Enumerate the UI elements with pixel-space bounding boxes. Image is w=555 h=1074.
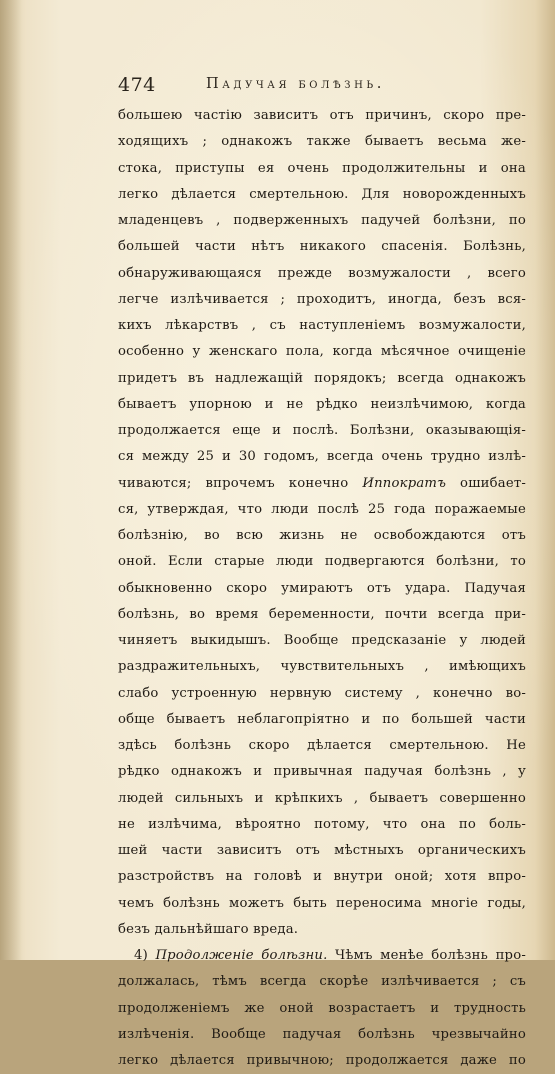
text-line: ся между 25 и 30 годомъ, всегда очень трудно излѣ- bbox=[118, 449, 526, 465]
text-run: Чѣмъ менѣе болѣзнь про- bbox=[327, 948, 526, 963]
page-number: 474 bbox=[118, 74, 156, 96]
text-line: легко дѣлается смертельною. Для новорожденныхъ bbox=[118, 186, 526, 202]
section-heading-line bbox=[118, 943, 526, 969]
paragraph-end-line: безъ дальнѣйшаго вреда. bbox=[118, 921, 299, 937]
text-line: легче излѣчивается ; проходитъ, иногда, безъ вся- bbox=[118, 291, 526, 307]
italic-name-hippocrates: Иппократъ bbox=[362, 475, 447, 491]
text-line: легко дѣлается привычною; продолжается даже по bbox=[118, 1053, 526, 1068]
text-line: особенно у женскаго пола, когда мѣсячное очищеніе bbox=[118, 344, 526, 360]
text-line: должалась, тѣмъ всегда скорѣе излѣчивается ; съ bbox=[118, 974, 526, 990]
text-line: ходящихъ ; однакожъ также бываетъ весьма же- bbox=[118, 134, 526, 150]
text-line: оной. Если старые люди подвергаются болѣзни, то bbox=[118, 554, 526, 570]
text-line: младенцевъ , подверженныхъ падучей болѣзни, по bbox=[118, 213, 526, 228]
text-line: большею частію зависитъ отъ причинъ, скоро пре- bbox=[118, 108, 526, 123]
text-line: продолжается еще и послѣ. Болѣзни, оказывающія- bbox=[118, 423, 526, 438]
text-line: бываетъ упорною и не рѣдко неизлѣчимою, когда bbox=[118, 396, 526, 412]
text-line: не излѣчима, вѣроятно потому, что она по боль- bbox=[118, 816, 526, 832]
text-run: чиваются; впрочемъ конечно bbox=[118, 475, 363, 491]
text-line bbox=[118, 471, 526, 497]
text-line: продолженіемъ же оной возрастаетъ и трудность bbox=[118, 1000, 526, 1016]
section-number: 4) bbox=[134, 948, 156, 963]
text-line: обыкновенно скоро умираютъ отъ удара. Падучая bbox=[118, 580, 526, 596]
text-line: болѣзнію, во всю жизнь не освобождаются отъ bbox=[118, 528, 526, 543]
text-line: стока, приступы ея очень продолжительны и она bbox=[118, 160, 526, 176]
text-line: рѣдко однакожъ и привычная падучая болѣзнь , у bbox=[118, 764, 526, 780]
spine-shadow bbox=[0, 0, 22, 960]
text-line: здѣсь болѣзнь скоро дѣлается смертельною. Не bbox=[118, 738, 526, 753]
text-line: болѣзнь, во время беременности, почти всегда при- bbox=[118, 606, 526, 622]
text-line: чемъ болѣзнь можетъ быть переносима многіе годы, bbox=[118, 895, 526, 911]
text-line: кихъ лѣкарствъ , съ наступленіемъ возмужалости, bbox=[118, 318, 526, 333]
text-line: ся, утверждая, что люди послѣ 25 года поражаемые bbox=[118, 501, 526, 517]
section-title-italic: Продолженіе болѣзни. bbox=[155, 948, 328, 963]
text-line: излѣченія. Вообще падучая болѣзнь чрезвычайно bbox=[118, 1026, 526, 1042]
text-line: людей сильныхъ и крѣпкихъ , бываетъ совершенно bbox=[118, 790, 526, 806]
text-line: шей части зависитъ отъ мѣстныхъ органическихъ bbox=[118, 843, 526, 858]
text-line: слабо устроенную нервную систему , конечно во- bbox=[118, 685, 526, 701]
running-head bbox=[118, 74, 518, 98]
text-run: ошибает- bbox=[446, 475, 526, 491]
text-line: раздражительныхъ, чувствительныхъ , имѣющихъ bbox=[118, 659, 526, 675]
text-line: обще бываетъ неблагопріятно и по большей части bbox=[118, 711, 526, 727]
text-line: придетъ въ надлежащій порядокъ; всегда однакожъ bbox=[118, 370, 526, 386]
text-line: чиняетъ выкидышъ. Вообще предсказаніе у людей bbox=[118, 633, 526, 648]
running-title: Падучая болѣзнь. bbox=[206, 76, 385, 92]
text-line: разстройствъ на головѣ и внутри оной; хотя впро- bbox=[118, 869, 526, 885]
body-text bbox=[118, 103, 526, 1074]
text-line: большей части нѣтъ никакого спасенія. Болѣзнь, bbox=[118, 239, 526, 255]
text-line: обнаруживающаяся прежде возмужалости , всего bbox=[118, 265, 526, 281]
